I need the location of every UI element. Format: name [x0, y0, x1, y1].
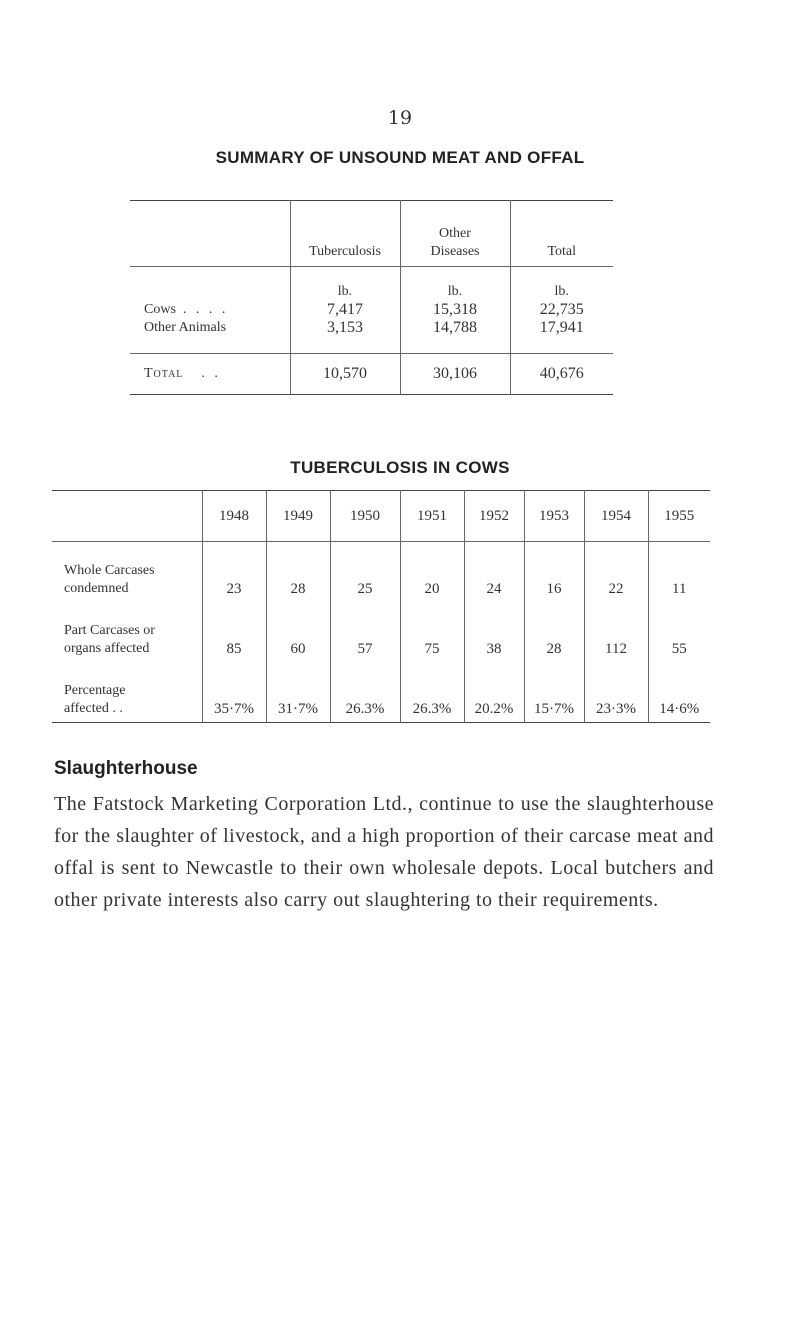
slaughterhouse-paragraph: The Fatstock Marketing Corporation Ltd., continue to use the slaughterhouse for the slaughter of livestock, and a high proportion of their carcase meat and offal is sent to Newcastle to their own wholesale depots. Local butchers and other private interests also carry out slaughtering to their requirements. [54, 793, 714, 911]
year-header-row [52, 491, 710, 542]
table-row [52, 602, 710, 662]
year-header: 1953 [524, 491, 584, 542]
year-header: 1954 [584, 491, 648, 542]
tb-table-title: TUBERCULOSIS IN COWS [290, 458, 510, 477]
row-labels [130, 267, 290, 354]
row-label-whole-carcases: Whole Carcases condemned [64, 563, 155, 596]
unit-label: lb. [447, 284, 463, 299]
unit-label: lb. [554, 284, 569, 299]
page-number: 19 [387, 107, 413, 129]
year-header: 1952 [464, 491, 524, 542]
unit-label: lb. [337, 284, 353, 299]
total-label-cell [130, 354, 290, 395]
other-diseases-values [400, 267, 510, 354]
cell-value: 3,153 [327, 319, 363, 336]
year-header: 1950 [330, 491, 400, 542]
row-label-other-animals: Other Animals [144, 320, 227, 335]
cell-value: 26.3% [400, 662, 464, 723]
cell-value: 35·7% [202, 662, 266, 723]
cell-value: 23 [202, 542, 266, 603]
tuberculosis-values [290, 267, 400, 354]
cell-value: 17,941 [539, 319, 584, 336]
cell-value: 28 [524, 602, 584, 662]
cell-value: 55 [648, 602, 710, 662]
header-blank [130, 201, 290, 267]
cell-value: 22,735 [539, 301, 584, 318]
row-label-cows: Cows [144, 302, 176, 317]
cell-value: 26.3% [330, 662, 400, 723]
cell-value: 38 [464, 602, 524, 662]
row-label-part-carcases: Part Carcases or organs affected [64, 623, 155, 656]
header-other-diseases [400, 201, 510, 267]
table-row [130, 267, 613, 354]
cell-value: 60 [266, 602, 330, 662]
header-blank [52, 491, 202, 542]
unsound-meat-table [130, 200, 613, 395]
cell-value: 15·7% [524, 662, 584, 723]
total-other-diseases: 30,106 [400, 354, 510, 395]
leader-dots: . . [201, 366, 221, 381]
total-tuberculosis: 10,570 [290, 354, 400, 395]
cell-value: 57 [330, 602, 400, 662]
cell-value: 14·6% [648, 662, 710, 723]
cell-value: 15,318 [433, 301, 477, 318]
cell-value: 25 [330, 542, 400, 603]
cell-value: 22 [584, 542, 648, 603]
section-heading-slaughterhouse: Slaughterhouse [54, 758, 198, 779]
cell-value: 75 [400, 602, 464, 662]
year-header: 1949 [266, 491, 330, 542]
cell-value: 7,417 [327, 301, 363, 318]
cell-value: 28 [266, 542, 330, 603]
year-header: 1955 [648, 491, 710, 542]
total-label: Total [144, 366, 184, 381]
cell-value: 31·7% [266, 662, 330, 723]
year-header: 1948 [202, 491, 266, 542]
total-row [130, 354, 613, 395]
cell-value: 20.2% [464, 662, 524, 723]
total-total: 40,676 [510, 354, 613, 395]
header-other-diseases-text: Other Diseases [430, 226, 480, 259]
offal-table-title: SUMMARY OF UNSOUND MEAT AND OFFAL [215, 148, 585, 167]
tuberculosis-cows-table [52, 490, 710, 723]
cell-value: 23·3% [584, 662, 648, 723]
header-total: Total [510, 201, 613, 267]
row-label-percentage: Percentage affected . . [64, 683, 126, 716]
cell-value: 85 [202, 602, 266, 662]
cell-value: 16 [524, 542, 584, 603]
table-row [52, 542, 710, 603]
cell-value: 112 [584, 602, 648, 662]
year-header: 1951 [400, 491, 464, 542]
cell-value: 24 [464, 542, 524, 603]
table-row [52, 662, 710, 723]
total-values [510, 267, 613, 354]
cell-value: 11 [648, 542, 710, 603]
cell-value: 20 [400, 542, 464, 603]
table-header-row [130, 201, 613, 267]
header-tuberculosis: Tuberculosis [290, 201, 400, 267]
leader-dots: . . . . [182, 302, 229, 317]
cell-value: 14,788 [433, 319, 477, 336]
